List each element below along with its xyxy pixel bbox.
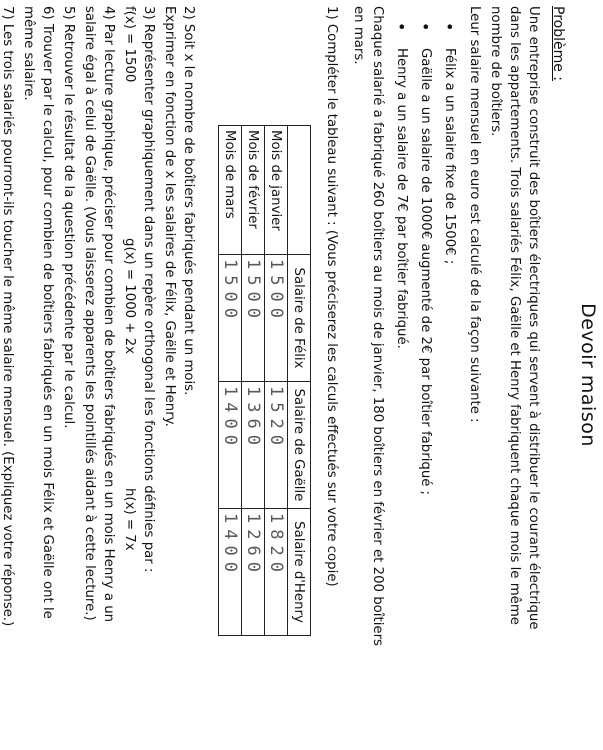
bullet-felix: • Félix a un salaire fixe de 1500€ ;: [440, 48, 459, 264]
table-header-empty: [288, 126, 311, 255]
bullet-henry: • Henry a un salaire de 7€ par boîtier fabriqué.: [392, 48, 411, 349]
table-header-henry: Salaire d'Henry: [288, 509, 311, 636]
question-3: 3) Représenter graphiquement dans un repère orthogonal les fonctions définies par :: [141, 6, 156, 573]
handwritten-value: 1260: [242, 509, 265, 636]
problem-heading: Problème :: [550, 6, 566, 82]
function-f: f(x) = 1500: [122, 6, 137, 83]
question-4: 4) Par lecture graphique, préciser pour combien de boîtiers fabriqués en un mois Henry a un: [101, 6, 116, 623]
production-line: Chaque salarié a fabriqué 260 boîtiers au mois de janvier, 180 boîtiers en février et 200 boîtiers: [370, 6, 385, 646]
row-label: Mois de mars: [219, 126, 242, 255]
handwritten-value: 1400: [219, 382, 242, 509]
table-row: [219, 126, 242, 636]
question-5: 5) Retrouver le résultat de la question précédente par le calcul.: [61, 6, 76, 429]
handwritten-value: 1820: [265, 509, 288, 636]
production-line: en mars.: [351, 6, 366, 65]
function-definitions: [120, 6, 139, 741]
intro-line: dans les appartements. Trois salariés Félix, Gaëlle et Henry fabriquent chaque mois le même: [507, 6, 522, 625]
bullet-gaelle: • Gaëlle a un salaire de 1000€ augmenté de 2€ par boîtier fabriqué ;: [416, 48, 435, 495]
row-label: Mois de février: [242, 126, 265, 255]
page-title: Devoir maison: [577, 303, 599, 447]
intro-line: Leur salaire mensuel en euro est calculé de la façon suivante :: [467, 6, 482, 423]
handwritten-value: 1500: [265, 255, 288, 382]
salary-table: [218, 125, 311, 636]
table-row: [265, 126, 288, 636]
intro-line: Une entreprise construit des boîtiers électriques qui servent à distribuer le courant électrique: [526, 6, 541, 630]
question-1: 1) Compléter le tableau suivant : (Vous préciserez les calculs effectués sur votre copie): [324, 6, 339, 587]
handwritten-value: 1500: [219, 255, 242, 382]
row-label: Mois de janvier: [265, 126, 288, 255]
table-header-felix: Salaire de Félix: [288, 255, 311, 382]
question-6: 6) Trouver par le calcul, pour combien de boîtiers fabriqués en un mois Félix et Gaëlle ont le: [40, 6, 55, 619]
table-header-row: [288, 126, 311, 636]
handwritten-value: 1520: [265, 382, 288, 509]
handwritten-value: 1500: [242, 255, 265, 382]
table-row: [242, 126, 265, 636]
question-2: 2) Soit x le nombre de boîtiers fabriqués pendant un mois.: [181, 6, 196, 396]
table-header-gaelle: Salaire de Gaëlle: [288, 382, 311, 509]
function-h: h(x) = 7x: [122, 488, 137, 551]
handwritten-value: 1400: [219, 509, 242, 636]
handwritten-value: 1360: [242, 382, 265, 509]
question-7: 7) Les trois salariés pourront-ils toucher le même salaire mensuel. (Expliquez votre réponse.): [0, 6, 15, 627]
intro-line: nombre de boîtiers.: [488, 6, 503, 137]
question-4: salaire égal à celui de Gaëlle. (Vous laisserez apparents les pointillés aidant à cette lecture.): [82, 6, 97, 621]
function-g: g(x) = 1000 + 2x: [122, 238, 137, 355]
question-2: Exprimer en fonction de x les salaires de Félix, Gaëlle et Henry.: [162, 6, 177, 427]
question-6: même salaire.: [21, 6, 36, 101]
